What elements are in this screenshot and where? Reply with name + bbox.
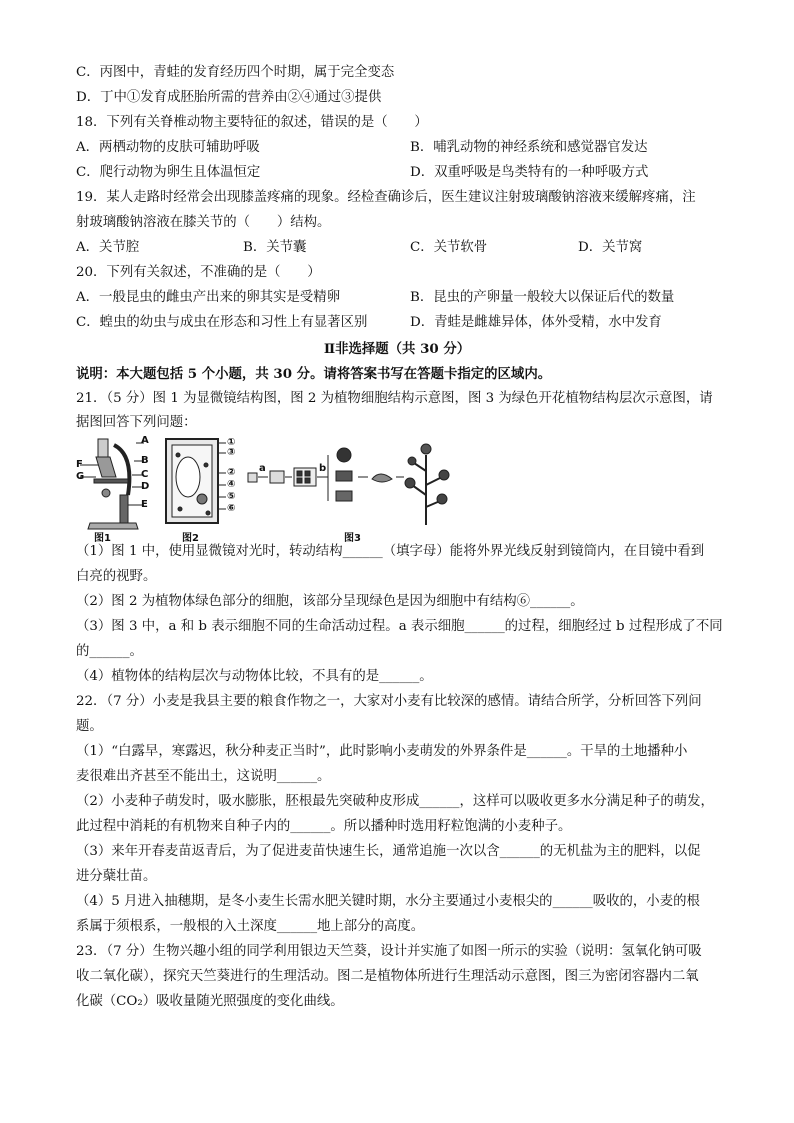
process-label-b: b [319,463,327,474]
q22-sub3-line2: 进分蘖壮苗。 [76,869,157,884]
q21-sub2: （2）图 2 为植物体绿色部分的细胞，该部分呈现绿色是因为细胞中有结构⑥______。 [76,594,584,609]
fig2-caption: 图2 [182,533,199,544]
q23-stem-line3: 化碳（CO₂）吸收量随光照强度的变化曲线。 [76,994,344,1009]
q22-stem-line2: 题。 [76,719,103,734]
q19-stem-line1: 19．某人走路时经常会出现膝盖疼痛的现象。经检查确诊后，医生建议注射玻璃酸钠溶液来缓解疼痛，注 [76,190,696,205]
section-title: Ⅱ非选择题（共 30 分） [323,341,471,357]
q19-stem-line2: 射玻璃酸钠溶液在膝关节的（ ）结构。 [76,215,331,230]
q19-option-d: D．关节窝 [578,240,643,255]
cell-label-4: ④ [227,479,236,490]
cell-label-1: ① [227,437,236,448]
q19-option-b: B．关节囊 [243,240,307,255]
q22-sub1-line2: 麦很难出齐甚至不能出土，这说明______。 [76,769,331,784]
q22-sub1-line1: （1）“白露早，寒露迟，秋分种麦正当时”，此时影响小麦萌发的外界条件是______。干旱的土地播种小 [76,744,688,759]
q22-sub4-line2: 系属于须根系，一般根的入土深度______地上部分的高度。 [76,919,425,934]
q22-sub2-line1: （2）小麦种子萌发时，吸水膨胀，胚根最先突破种皮形成______，这样可以吸收更多水分满足种子的萌发， [76,794,714,809]
q21-sub1-line1: （1）图 1 中，使用显微镜对光时，转动结构______（填字母）能将外界光线反射到镜筒内，在目镜中看到 [76,544,705,559]
scope-label-a: A [141,435,149,446]
q21-sub3-line2: 的______。 [76,644,143,659]
figure-drawing [76,435,456,541]
q23-stem-line1: 23．（7 分）生物兴趣小组的同学利用银边天竺葵，设计并实施了如图一所示的实验（说明：氢氧化钠可吸 [76,944,702,959]
scope-label-c: C [141,469,149,480]
q22-sub4-line1: （4）5 月进入抽穗期，是冬小麦生长需水肥关键时期，水分主要通过小麦根尖的______吸收的，小麦的根 [76,894,700,909]
q20-option-b: B．昆虫的产卵量一般较大以保证后代的数量 [410,290,675,305]
q19-option-a: A．关节腔 [76,240,140,255]
cell-label-3: ③ [227,447,236,458]
q20-option-d: D．青蛙是雌雄异体，体外受精，水中发育 [410,315,662,330]
q22-sub2-line2: 此过程中消耗的有机物来自种子内的______。所以播种时选用籽粒饱满的小麦种子。 [76,819,572,834]
scope-label-f: F [76,459,83,470]
q20-stem: 20．下列有关叙述，不准确的是（ ） [76,265,321,280]
cell-label-5: ⑤ [227,491,236,502]
fig3-caption: 图3 [344,533,361,544]
q20-option-c: C．蝗虫的幼虫与成虫在形态和习性上有显著区别 [76,315,368,330]
scope-label-b: B [141,455,149,466]
q17-option-d: D．丁中①发育成胚胎所需的营养由②④通过③提供 [76,90,382,105]
q19-option-c: C．关节软骨 [410,240,488,255]
q22-stem-line1: 22．（7 分）小麦是我县主要的粮食作物之一，大家对小麦有比较深的感情。请结合所学，分析回答下列问 [76,694,702,709]
q18-option-a: A．两栖动物的皮肤可辅助呼吸 [76,140,260,155]
q23-stem-line2: 收二氧化碳），探究天竺葵进行的生理活动。图二是植物体所进行生理活动示意图，图三为密闭容器内二氧 [76,969,699,984]
scope-label-g: G [76,471,85,482]
q18-option-c: C．爬行动物为卵生且体温恒定 [76,165,261,180]
fig1-caption: 图1 [94,533,111,544]
q17-option-c: C．丙图中，青蛙的发育经历四个时期，属于完全变态 [76,65,395,80]
q22-sub3-line1: （3）来年开春麦苗返青后，为了促进麦苗快速生长，通常追施一次以含______的无机盐为主的肥料，以促 [76,844,701,859]
q21-stem-line2: 据图回答下列问题： [76,415,197,430]
q21-sub4: （4）植物体的结构层次与动物体比较，不具有的是______。 [76,669,433,684]
q18-stem: 18．下列有关脊椎动物主要特征的叙述，错误的是（ ） [76,115,428,130]
q20-option-a: A．一般昆虫的雌虫产出来的卵其实是受精卵 [76,290,341,305]
q21-sub1-line2: 白亮的视野。 [76,569,157,584]
q21-sub3-line1: （3）图 3 中，a 和 b 表示细胞不同的生命活动过程。a 表示细胞______的过程，细胞经过 b 过程形成了不同 [76,619,723,634]
scope-label-d: D [141,481,150,492]
scope-label-e: E [141,499,148,510]
structure-levels-drawing [248,444,449,525]
process-label-a: a [259,463,266,474]
q18-option-b: B．哺乳动物的神经系统和感觉器官发达 [410,140,648,155]
microscope-drawing [80,439,144,529]
q21-stem-line1: 21．（5 分）图 1 为显微镜结构图，图 2 为植物细胞结构示意图，图 3 为绿色开花植物结构层次示意图，请 [76,391,713,406]
q21-figure [76,435,456,544]
cell-label-2: ② [227,467,236,478]
cell-label-6: ⑥ [227,503,236,514]
q18-option-d: D．双重呼吸是鸟类特有的一种呼吸方式 [410,165,649,180]
section-note: 说明：本大题包括 5 个小题，共 30 分。请将答案书写在答题卡指定的区域内。 [76,366,552,382]
plant-cell-drawing [166,439,226,523]
